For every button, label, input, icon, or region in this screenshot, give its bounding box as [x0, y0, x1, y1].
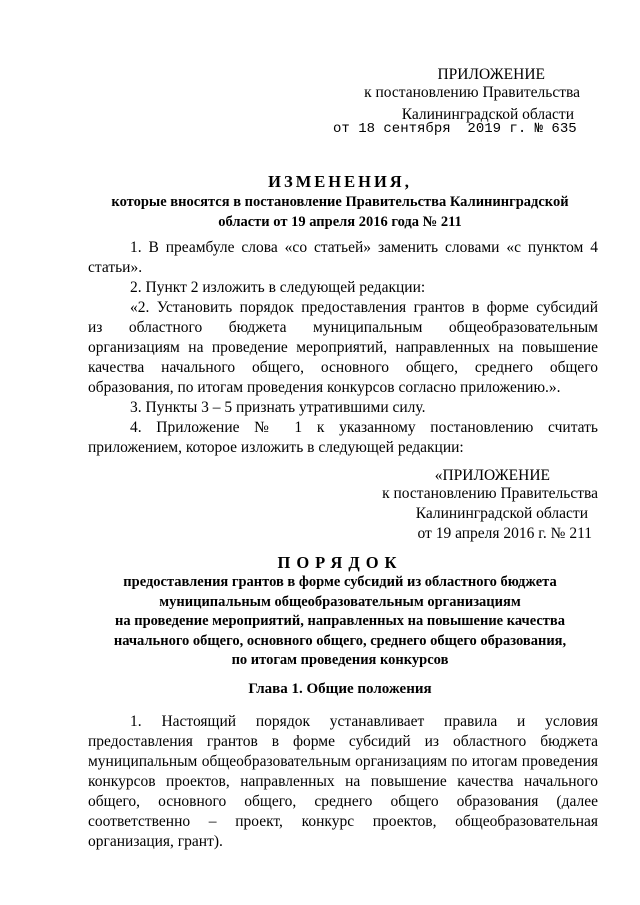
paragraph-line: 4. Приложение № 1 к указанному постановлению считать	[130, 419, 598, 436]
annex-header-lines	[382, 484, 598, 544]
approval-header-lines	[364, 82, 580, 126]
paragraph-line: качества начального общего, основного общего, среднего общего	[88, 359, 598, 376]
subtitle-line: области от 19 апреля 2016 года № 211	[218, 214, 462, 230]
header-date-number: от 18 сентября 2019 г. № 635	[333, 121, 577, 137]
paragraph-line: соответственно – проект, конкурс проектов, общеобразовательная	[88, 813, 598, 830]
subtitle-line: которые вносятся в постановление Правительства Калининградской	[111, 194, 569, 210]
order-subtitle-line: предоставления грантов в форме субсидий из областного бюджета	[123, 574, 557, 590]
changes-subtitle	[60, 192, 620, 232]
order-subtitle-line: по итогам проведения конкурсов	[231, 652, 449, 668]
header-line: Калининградской области	[401, 106, 574, 123]
changes-body	[88, 238, 598, 458]
order-subtitle-line: на проведение мероприятий, направленных на повышение качества	[115, 613, 565, 629]
paragraph-line: конкурсов проектов, направленных на повышение качества начального	[88, 773, 598, 790]
changes-title: ИЗМЕНЕНИЯ,	[268, 172, 412, 191]
order-subtitle-line: начального общего, основного общего, среднего общего образования,	[113, 632, 567, 649]
paragraph-line: статьи».	[88, 259, 143, 276]
order-subtitle	[60, 573, 620, 671]
paragraph-line: муниципальным общеобразовательным организациям по итогам проведения	[88, 753, 598, 770]
paragraph-line: образования, по итогам проведения конкурсов согласно приложению.».	[88, 379, 561, 396]
annex-line: от 19 апреля 2016 г. № 211	[417, 525, 592, 542]
header-title: ПРИЛОЖЕНИЕ	[437, 66, 545, 83]
order-subtitle-line: муниципальным общеобразовательным организациям	[159, 593, 521, 610]
annex-line: к постановлению Правительства	[382, 485, 598, 502]
paragraph-line: организациям на проведение мероприятий, направленных на повышение	[88, 339, 598, 356]
annex-line: Калининградской области	[415, 505, 588, 522]
paragraph-line: 3. Пункты 3 – 5 признать утратившими силу.	[130, 399, 426, 416]
paragraph-line: предоставления грантов в форме субсидий из областного бюджета	[88, 733, 598, 750]
paragraph-line: из областного бюджета муниципальным общеобразовательным	[88, 319, 598, 336]
paragraph-line: приложением, которое изложить в следующей редакции:	[88, 439, 464, 456]
chapter-title: Глава 1. Общие положения	[248, 681, 432, 697]
chapter-body	[88, 712, 598, 852]
paragraph-line: 1. Настоящий порядок устанавливает правила и условия	[130, 713, 598, 730]
paragraph-line: организация, грант).	[88, 833, 223, 850]
annex-title: «ПРИЛОЖЕНИЕ	[434, 467, 550, 484]
paragraph-line: общего, основного общего, среднего общего образования (далее	[88, 793, 598, 810]
paragraph-line: «2. Установить порядок предоставления грантов в форме субсидий	[130, 299, 598, 316]
order-title: ПОРЯДОК	[277, 553, 403, 572]
paragraph-line: 1. В преамбуле слова «со статьей» заменить словами «с пунктом 4	[130, 239, 598, 256]
paragraph-line: 2. Пункт 2 изложить в следующей редакции:	[130, 279, 426, 296]
header-line: к постановлению Правительства	[364, 84, 580, 101]
